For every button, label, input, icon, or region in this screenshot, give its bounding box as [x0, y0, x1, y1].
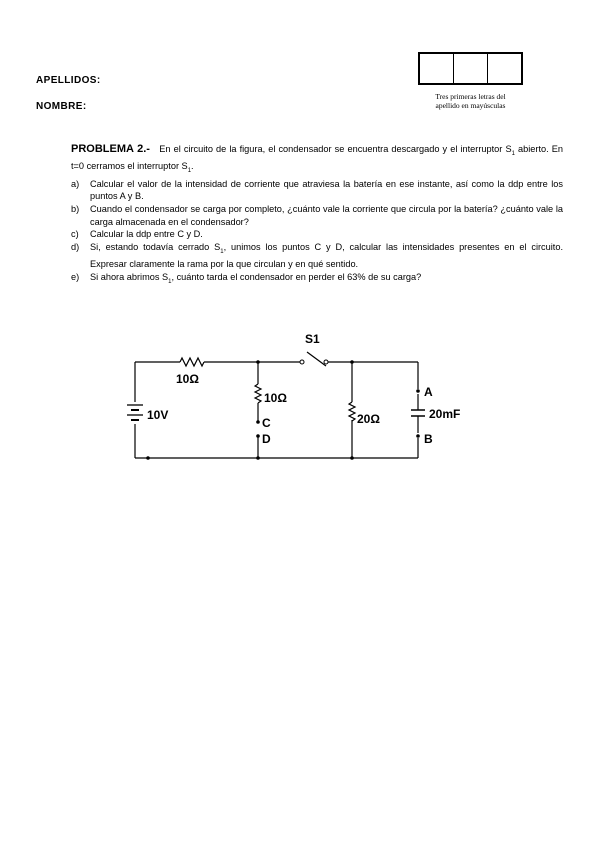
node-top-left: [256, 360, 260, 364]
point-b-dot: [416, 434, 420, 438]
question-marker: b): [71, 204, 80, 215]
question-text: Cuando el condensador se carga por completo, ¿cuánto vale la corriente que circula por la batería? ¿cuánto vale la carga almacenada en el condensador?: [90, 204, 563, 227]
question-text-a: Si ahora abrimos S: [90, 271, 169, 282]
point-c-label: C: [262, 416, 271, 430]
r-top-label: 10Ω: [176, 372, 199, 386]
node-bottom-right: [350, 456, 354, 460]
question-marker: a): [71, 178, 80, 189]
problem-title: PROBLEMA 2.-: [71, 143, 150, 155]
intro-text-c: .: [191, 161, 194, 172]
point-d-dot: [256, 434, 260, 438]
question-sub: 1: [168, 278, 172, 285]
intro-text-a: En el circuito de la figura, el condensador se encuentra descargado y el interruptor S: [159, 144, 512, 154]
capacitor-label: 20mF: [429, 407, 461, 421]
point-a-dot: [416, 389, 420, 393]
question-text-a: Si, estando todavía cerrado S: [90, 241, 221, 252]
initials-note-line2: apellido en mayúsculas: [435, 101, 506, 110]
apellidos-label: APELLIDOS:: [36, 75, 101, 86]
question-marker: e): [71, 271, 80, 282]
switch-contact-right: [324, 360, 328, 364]
r-mid-label: 10Ω: [264, 391, 287, 405]
intro-sub2: 1: [187, 168, 192, 175]
question-text-b: , unimos los puntos C y D, calcular las intensidades presentes en el circuito. Expresar claramente la rama por la que circulan y en qué sentido.: [90, 241, 564, 270]
resistor-mid: [255, 384, 261, 403]
question-text: Calcular la ddp entre C y D.: [90, 229, 203, 240]
intro-sub: 1: [511, 150, 515, 157]
node-bottom-mid: [256, 456, 260, 460]
point-a-label: A: [424, 385, 433, 399]
initials-note-line1: Tres primeras letras del: [435, 92, 506, 101]
r-right-label: 20Ω: [357, 412, 380, 426]
switch-blade: [307, 352, 326, 366]
switch-label: S1: [305, 332, 320, 346]
node-top-right: [350, 360, 354, 364]
question-sub: 1: [220, 248, 224, 255]
point-b-label: B: [424, 432, 433, 446]
point-c-dot: [256, 420, 260, 424]
question-marker: c): [71, 229, 79, 240]
resistor-top: [180, 358, 204, 366]
intro-text-b: abierto. En t=0 cerramos el interruptor S: [71, 144, 563, 172]
question-marker: d): [71, 241, 80, 252]
nombre-label: NOMBRE:: [36, 101, 87, 112]
question-text-b: , cuánto tarda el condensador en perder el 63% de su carga?: [171, 271, 422, 282]
point-d-label: D: [262, 432, 271, 446]
question-text: Calcular el valor de la intensidad de corriente que atraviesa la batería en ese instante, así como la ddp entre los puntos A y B.: [90, 178, 563, 202]
resistor-right: [349, 402, 355, 421]
battery-label: 10V: [147, 408, 169, 422]
node-bottom-left: [146, 456, 150, 460]
switch-contact-left: [300, 360, 304, 364]
